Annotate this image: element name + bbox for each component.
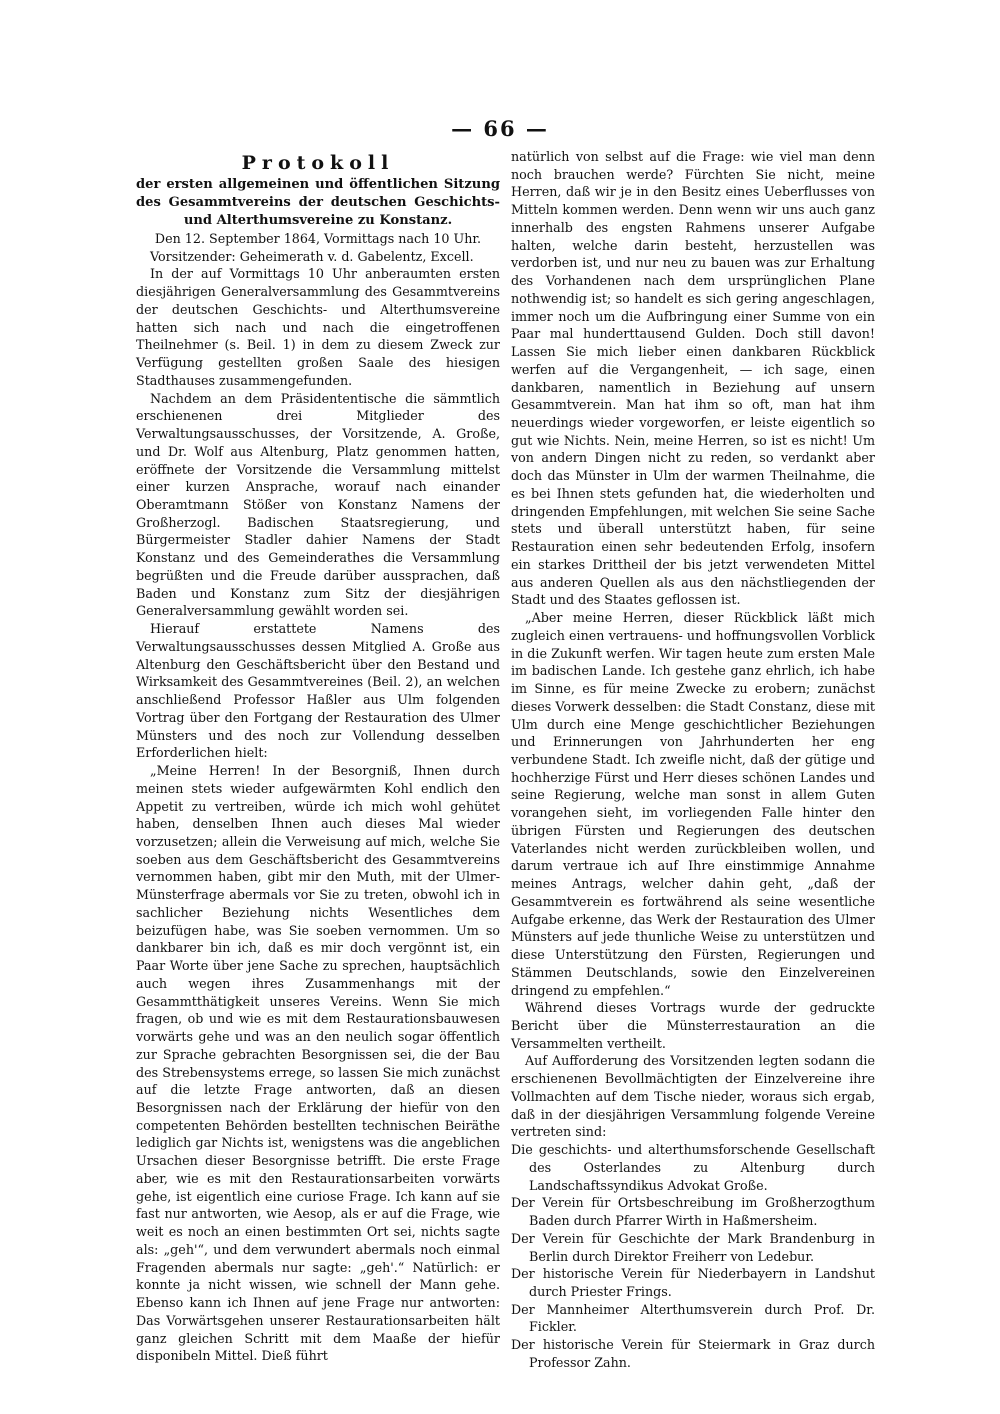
chair-line: Vorsitzender: Geheimerath v. d. Gabelentz, Excell.	[150, 248, 474, 264]
paragraph: „Meine Herren! In der Besorgniß, Ihnen durch meinen stets wieder aufgewärmten Kohl endlich den Appetit zu vertreiben, würde ich mich wohl gehütet haben, denselben Ihnen auch dieses Mal wieder vorzusetzen; allein die Verweisung auf mich, welche Sie soeben aus dem Geschäftsbericht des Gesammtvereins vernommen haben, gibt mir den Muth, mit der Ulmer-Münsterfrage abermals vor Sie zu treten, obwohl ich in sachlicher Beziehung nichts Wesentliches dem beizufügen habe, was Sie soeben vernommen. Um so dankbarer bin ich, daß es mir doch vergönnt ist, ein Paar Worte über jene Sache zu sprechen, hauptsächlich auch wegen ihres Zusammenhangs mit der Gesammtthätigkeit unseres Vereins. Wenn Sie mich fragen, ob und wie es mit dem Restaurationsbauwesen vorwärts gehe und was an den neulich sogar öffentlich zur Sprache gebrachten Besorgnissen sei, die der Bau des Strebensystems errege, so lassen Sie mich zunächst auf die letzte Frage antworten, daß an diesen Besorgnissen nach der Erklärung der hiefür von den competenten Behörden bestellten technischen Beiräthe lediglich gar Nichts ist, wenigstens was die angeblichen Ursachen dieser Besorgnisse betrifft. Die erste Frage aber, wie es mit den Restaurationsarbeiten vorwärts gehe, ist eigentlich eine curiose Frage. Ich kann auf sie fast nur antworten, wie Aesop, als er auf die Frage, wie weit es noch an einen bestimmten Ort sei, nichts sagte als: „geh'“, und dem verwundert abermals noch einmal Fragenden abermals nur sagte: „geh'.“ Natürlich: er konnte ja nicht wissen, wie schnell der Mann gehe. Ebenso kann ich Ihnen auf jene Frage nur antworten: Das Vorwärtsgehen unserer Restaurationsarbeiten hält ganz gleichen Schritt mit dem Maaße der hiefür disponibeln Mittel. Dieß führt	[136, 763, 500, 1364]
list-item: Die geschichts- und alterthumsforschende Gesellschaft des Osterlandes zu Altenburg durch Landschaftssyndikus Advokat Große.	[511, 1142, 875, 1193]
paragraph: Hierauf erstattete Namens des Verwaltungsausschusses dessen Mitglied A. Große aus Altenburg den Geschäftsbericht über den Bestand und Wirksamkeit des Gesammtvereines (Beil. 2), an welchen anschließend Professor Haßler aus Ulm folgenden Vortrag über den Fortgang der Restauration des Ulmer Münsters und des noch zur Vollendung desselben Erforderlichen hielt:	[136, 621, 500, 761]
page-number: — 66 —	[451, 116, 549, 141]
protocol-title: Protokoll	[241, 152, 395, 174]
list-item: Der Verein für Geschichte der Mark Brandenburg in Berlin durch Direktor Freiherr von Ledebur.	[511, 1230, 875, 1264]
left-column	[136, 148, 500, 1365]
paragraph: „Aber meine Herren, dieser Rückblick läßt mich zugleich einen vertrauens- und hoffnungsvollen Vorblick in die Zukunft werfen. Wir tagen heute zum ersten Male im badischen Lande. Ich gestehe ganz ehrlich, ich habe im Sinne, es für meine Zwecke zu erobern; zunächst dieses Vorwerk desselben: die Stadt Constanz, diese mit Ulm durch eine Menge geschichtlicher Beziehungen und Erinnerungen von Jahrhunderten her eng verbundene Stadt. Ich zweifle nicht, daß der gütige und hochherzige Fürst und Herr dieses schönen Landes und seine Regierung, welche man sonst in allem Guten vorangehen sieht, im vorliegenden Falle hinter den übrigen Fürsten und Regierungen des deutschen Vaterlandes nicht werden zurückbleiben wollen, und darum vertraue ich auf Ihre einstimmige Annahme meines Antrags, welcher dahin geht, „daß der Gesammtverein es fortwährend als seine wesentliche Aufgabe erkenne, das Werk der Restauration des Ulmer Münsters auf jede thunliche Weise zu unterstützen und diese Unterstützung den Fürsten, Regierungen und Stämmen Deutschlands, sowie den Einzelvereinen dringend zu empfehlen.“	[511, 610, 875, 998]
paragraph: In der auf Vormittags 10 Uhr anberaumten ersten diesjährigen Generalversammlung des Gesammtvereins der deutschen Geschichts- und Alterthumsvereine hatten sich nach und nach die eingetroffenen Theilnehmer (s. Beil. 1) in dem zu diesem Zweck zur Verfügung gestellten großen Saale des hiesigen Stadthauses zusammengefunden.	[136, 266, 500, 388]
list-item: Der Verein für Ortsbeschreibung im Großherzogthum Baden durch Pfarrer Wirth in Haßmersheim.	[511, 1195, 875, 1229]
list-item: Der historische Verein für Steiermark in Graz durch Professor Zahn.	[511, 1337, 875, 1370]
paragraph: Auf Aufforderung des Vorsitzenden legten sodann die erschienenen Bevollmächtigten der Einzelvereine ihre Vollmachten auf dem Tische nieder, woraus sich ergab, daß in der diesjährigen Versammlung folgende Vereine vertreten sind:	[511, 1053, 875, 1140]
list-item: Der Mannheimer Alterthumsverein durch Prof. Dr. Fickler.	[511, 1301, 875, 1335]
list-item: Der historische Verein für Niederbayern in Landshut durch Priester Frings.	[511, 1266, 875, 1299]
paragraph: Während dieses Vortrags wurde der gedruckte Bericht über die Münsterrestauration an die Versammelten vertheilt.	[511, 1000, 875, 1051]
right-column	[511, 148, 875, 1372]
paragraph: natürlich von selbst auf die Frage: wie viel man denn noch brauchen werde? Fürchten Sie nicht, meine Herren, daß wir je in den Besitz eines Ueberflusses von Mitteln kommen werden. Denn wenn wir uns auch ganz innerhalb des engsten Rahmens unserer Aufgabe halten, welche darin besteht, herzustellen was verdorben ist, und nur neu zu bauen was zur Erhaltung des Vorhandenen nach dem ursprünglichen Plane nothwendig ist; so handelt es sich gering angeschlagen, immer noch um die Aufbringung einer Summe von ein Paar mal hunderttausend Gulden. Doch still davon! Lassen Sie mich lieber einen dankbaren Rückblick werfen auf die Vergangenheit, — ich sage, einen dankbaren, namentlich in Beziehung auf unsern Gesammtverein. Man hat ihm so oft, man hat ihm neuerdings wieder vorgeworfen, er leiste eigentlich so gut wie Nichts. Nein, meine Herren, so ist es nicht! Um von andern Dingen nicht zu reden, so verdankt aber doch das Münster in Ulm der warmen Theilnahme, die es bei Ihnen stets gefunden hat, die wiederholten und dringenden Empfehlungen, mit welchen Sie seine Sache stets und überall unterstützt haben, für seine Restauration einen sehr bedeutenden Erfolg, insofern ein starkes Drittheil der bis jetzt verwendeten Mittel aus anderen Quellen als aus den nächstliegenden der Stadt und des Staates geflossen ist.	[511, 149, 875, 608]
session-dateline: Den 12. September 1864, Vormittags nach 10 Uhr.	[154, 231, 482, 246]
vereine-list	[511, 1141, 875, 1372]
protocol-subtitle: der ersten allgemeinen und öffentlichen Sitzung des Gesammtvereins der deutschen Geschichts- und Alterthumsvereine zu Konstanz.	[136, 177, 500, 228]
paragraph: Nachdem an dem Präsidententische die sämmtlich erschienenen drei Mitglieder des Verwaltungsausschusses, der Vorsitzende, A. Große, und Dr. Wolf aus Altenburg, Platz genommen hatten, eröffnete der Vorsitzende die Versammlung mittelst einer kurzen Ansprache, worauf nach einander Oberamtmann Stößer von Konstanz Namens der Großherzogl. Badischen Staatsregierung, und Bürgermeister Stadler dahier Namens der Stadt Konstanz und des Gemeinderathes die Versammlung begrüßten und die Freude darüber aussprachen, daß Baden und Konstanz zum Sitz der diesjährigen Generalversammlung gewählt worden sei.	[136, 390, 500, 619]
